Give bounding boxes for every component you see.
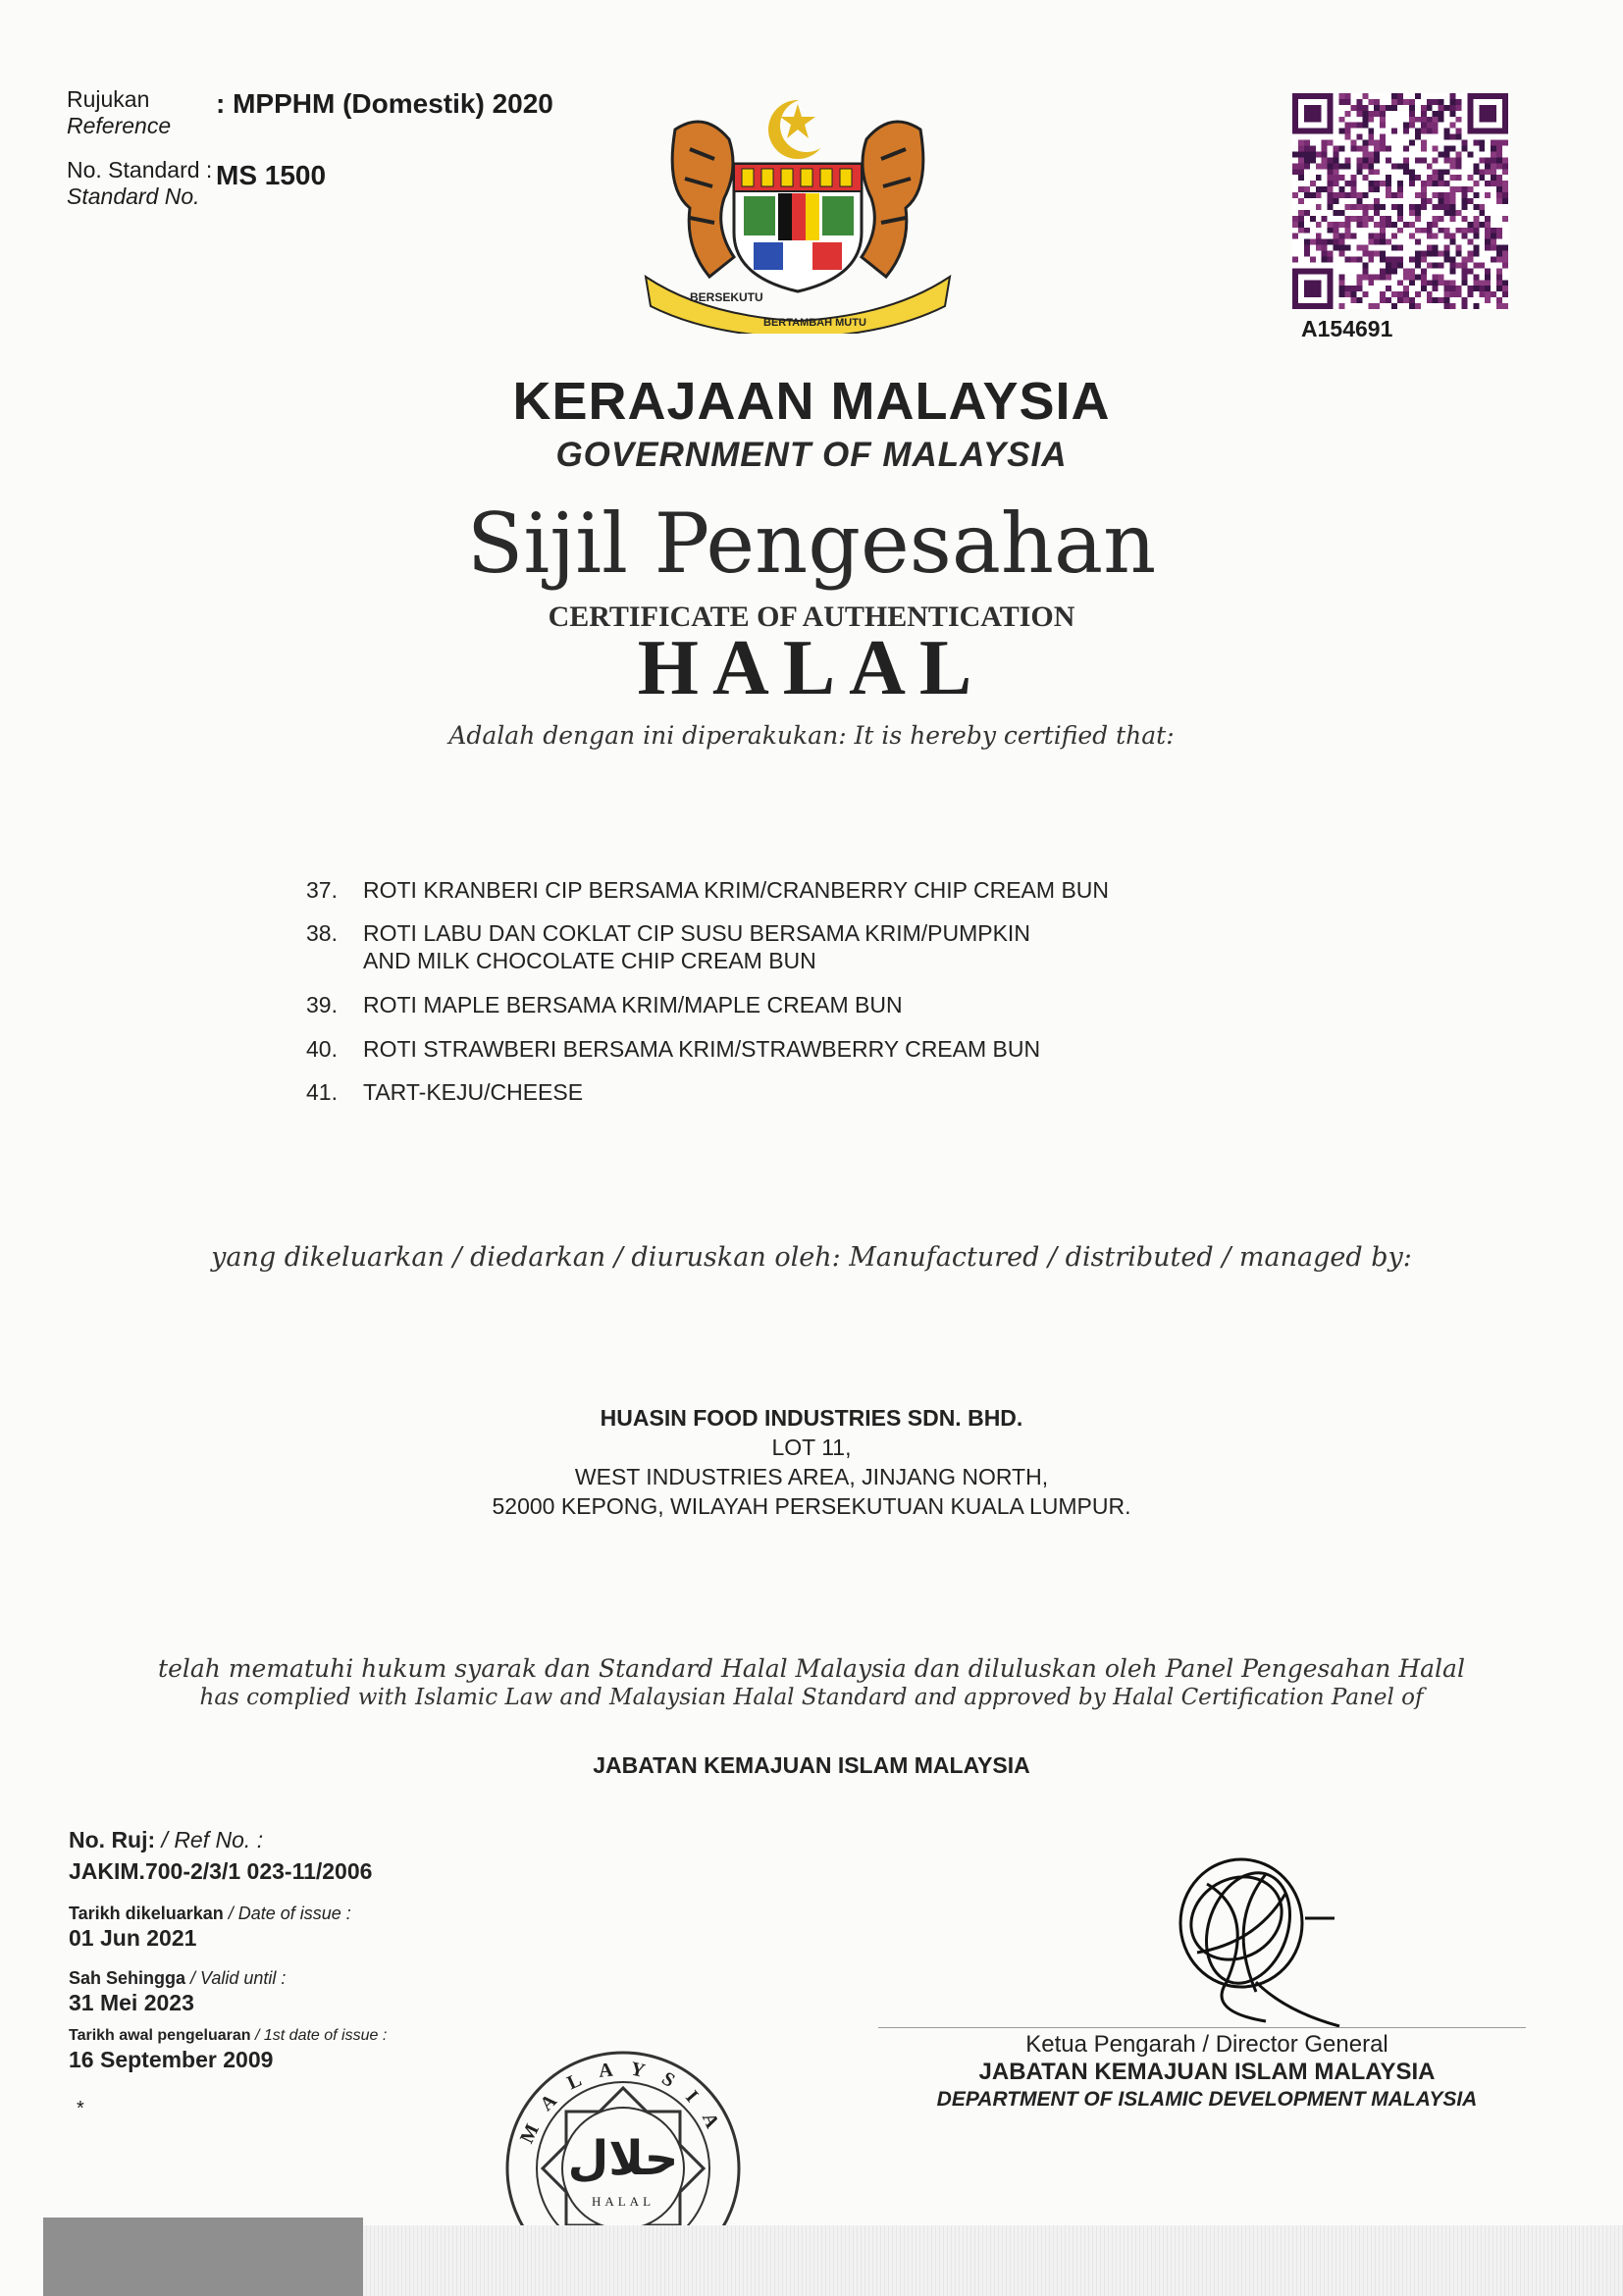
- certificate-title-ms: Sijil Pengesahan: [466, 496, 1157, 592]
- halal-heading: HALAL: [637, 625, 986, 711]
- company-address-line: 52000 KEPONG, WILAYAH PERSEKUTUAN KUALA LUMPUR.: [492, 1493, 1131, 1519]
- certificate-title-en: CERTIFICATE OF AUTHENTICATION: [548, 600, 1075, 633]
- signature-line: [878, 2027, 1526, 2028]
- manufactured-statement: yang dikeluarkan / diedarkan / diuruskan oleh: Manufactured / distributed / managed by:: [211, 1242, 1412, 1273]
- crest-banner-left: BERSEKUTU: [690, 290, 763, 304]
- approving-authority: JABATAN KEMAJUAN ISLAM MALAYSIA: [593, 1752, 1030, 1778]
- certify-statement: Adalah dengan ini diperakukan: It is hereby certified that:: [448, 721, 1175, 750]
- valid-until-label: Sah Sehingga / Valid until :: [69, 1968, 287, 1988]
- first-issue-value: 16 September 2009: [69, 2047, 274, 2072]
- standard-label: No. Standard : Standard No.: [67, 157, 213, 209]
- government-title-en: GOVERNMENT OF MALAYSIA: [555, 436, 1068, 474]
- scan-edge-light: [363, 2225, 1623, 2296]
- halal-logo-latin: HALAL: [591, 2194, 655, 2209]
- qr-code-id: A154691: [1301, 316, 1393, 341]
- halal-logo-ring-text: MALAYSIA: [515, 2058, 731, 2148]
- issue-date-value: 01 Jun 2021: [69, 1925, 197, 1951]
- reference-label: Rujukan Reference: [67, 86, 172, 138]
- issue-date-label: Tarikh dikeluarkan / Date of issue :: [69, 1904, 351, 1923]
- signatory-title: Ketua Pengarah / Director General: [1025, 2031, 1388, 2058]
- standard-value: MS 1500: [216, 160, 327, 190]
- crest-banner-right: BERTAMBAH MUTU: [763, 317, 866, 329]
- signature-icon: [1138, 1845, 1374, 2041]
- reference-value: : MPPHM (Domestik) 2020: [216, 88, 553, 119]
- qr-code-icon: [1291, 93, 1509, 309]
- company-address-line: WEST INDUSTRIES AREA, JINJANG NORTH,: [574, 1464, 1049, 1489]
- company-name: HUASIN FOOD INDUSTRIES SDN. BHD.: [600, 1405, 1023, 1431]
- company-address-line: LOT 11,: [771, 1435, 852, 1460]
- ref-no-value: JAKIM.700-2/3/1 023-11/2006: [69, 1858, 373, 1884]
- ref-no-label: No. Ruj: / Ref No. :: [69, 1827, 264, 1852]
- asterisk-mark: *: [77, 2098, 84, 2119]
- halal-logo-arabic: حلال: [567, 2131, 679, 2186]
- scan-edge-dark: [43, 2218, 363, 2296]
- compliance-statement-en: has complied with Islamic Law and Malaysian Halal Standard and approved by Halal Certification Panel of: [199, 1685, 1424, 1710]
- coat-of-arms-icon: [636, 90, 960, 334]
- government-title-ms: KERAJAAN MALAYSIA: [512, 372, 1111, 431]
- signatory-department-ms: JABATAN KEMAJUAN ISLAM MALAYSIA: [978, 2059, 1436, 2085]
- valid-until-value: 31 Mei 2023: [69, 1990, 194, 2015]
- signatory-department-en: DEPARTMENT OF ISLAMIC DEVELOPMENT MALAYSIA: [936, 2088, 1478, 2111]
- first-issue-label: Tarikh awal pengeluaran / 1st date of issue :: [69, 2027, 388, 2044]
- compliance-statement-ms: telah mematuhi hukum syarak dan Standard Halal Malaysia dan diluluskan oleh Panel Pengesahan Halal: [158, 1654, 1465, 1683]
